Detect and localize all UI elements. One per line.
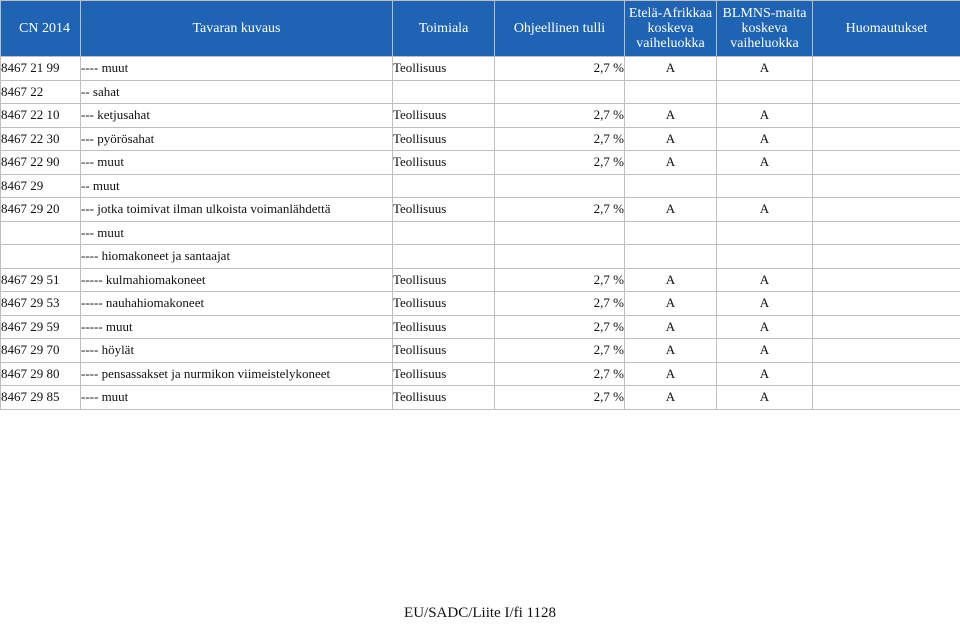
table-row — [1, 198, 960, 222]
cell-za: A — [625, 315, 717, 339]
cell-za: A — [625, 292, 717, 316]
cell-cn — [1, 245, 81, 269]
header-base-rate: Ohjeellinen tulli — [495, 1, 625, 57]
cell-sector: Teollisuus — [393, 268, 495, 292]
header-south-africa-category — [625, 1, 717, 57]
cell-desc: ----- muut — [81, 315, 393, 339]
cell-notes — [813, 57, 960, 81]
cell-blmns — [717, 245, 813, 269]
cell-rate — [495, 174, 625, 198]
cell-sector: Teollisuus — [393, 104, 495, 128]
cell-cn: 8467 22 90 — [1, 151, 81, 175]
cell-rate: 2,7 % — [495, 292, 625, 316]
cell-sector: Teollisuus — [393, 315, 495, 339]
cell-rate: 2,7 % — [495, 386, 625, 410]
cell-cn: 8467 29 70 — [1, 339, 81, 363]
cell-rate: 2,7 % — [495, 151, 625, 175]
cell-rate — [495, 245, 625, 269]
cell-rate: 2,7 % — [495, 339, 625, 363]
cell-cn: 8467 29 59 — [1, 315, 81, 339]
header-blmns-line-3: vaiheluokka — [730, 36, 799, 51]
cell-notes — [813, 198, 960, 222]
header-cn: CN 2014 — [1, 1, 81, 57]
cell-sector: Teollisuus — [393, 362, 495, 386]
page-footer: EU/SADC/Liite I/fi 1128 — [404, 605, 556, 621]
cell-cn: 8467 21 99 — [1, 57, 81, 81]
cell-desc: ---- pensassakset ja nurmikon viimeistelykoneet — [81, 362, 393, 386]
cell-desc: --- pyörösahat — [81, 127, 393, 151]
cell-sector: Teollisuus — [393, 339, 495, 363]
cell-sector: Teollisuus — [393, 127, 495, 151]
cell-blmns: A — [717, 362, 813, 386]
header-row — [1, 1, 960, 57]
header-notes: Huomautukset — [813, 1, 960, 57]
cell-desc: ----- nauhahiomakoneet — [81, 292, 393, 316]
cell-desc: --- ketjusahat — [81, 104, 393, 128]
header-blmns-category — [717, 1, 813, 57]
cell-notes — [813, 339, 960, 363]
table-row — [1, 245, 960, 269]
cell-rate: 2,7 % — [495, 315, 625, 339]
cell-blmns — [717, 80, 813, 104]
cell-blmns: A — [717, 127, 813, 151]
cell-cn: 8467 29 85 — [1, 386, 81, 410]
cell-za — [625, 245, 717, 269]
cell-za: A — [625, 386, 717, 410]
cell-notes — [813, 151, 960, 175]
cell-desc: -- sahat — [81, 80, 393, 104]
cell-desc: --- muut — [81, 221, 393, 245]
cell-sector — [393, 174, 495, 198]
cell-blmns: A — [717, 268, 813, 292]
table-row — [1, 221, 960, 245]
header-description: Tavaran kuvaus — [81, 1, 393, 57]
header-blmns-line-2: koskeva — [741, 21, 788, 36]
header-south-africa-line-3: vaiheluokka — [636, 36, 705, 51]
cell-cn: 8467 29 — [1, 174, 81, 198]
cell-cn: 8467 22 30 — [1, 127, 81, 151]
cell-rate: 2,7 % — [495, 268, 625, 292]
header-south-africa-line-2: koskeva — [647, 21, 694, 36]
cell-za: A — [625, 151, 717, 175]
cell-notes — [813, 315, 960, 339]
cell-blmns: A — [717, 198, 813, 222]
cell-notes — [813, 386, 960, 410]
table-row — [1, 80, 960, 104]
table-row — [1, 362, 960, 386]
cell-notes — [813, 221, 960, 245]
cell-blmns: A — [717, 315, 813, 339]
table-body — [1, 57, 960, 410]
cell-desc: --- jotka toimivat ilman ulkoista voimanlähdettä — [81, 198, 393, 222]
cell-notes — [813, 292, 960, 316]
header-sector: Toimiala — [393, 1, 495, 57]
cell-sector — [393, 245, 495, 269]
cell-rate — [495, 80, 625, 104]
table-row — [1, 292, 960, 316]
table-row — [1, 315, 960, 339]
cell-cn: 8467 29 20 — [1, 198, 81, 222]
cell-za: A — [625, 362, 717, 386]
cell-blmns: A — [717, 386, 813, 410]
cell-blmns — [717, 174, 813, 198]
cell-za: A — [625, 198, 717, 222]
cell-cn: 8467 29 53 — [1, 292, 81, 316]
cell-notes — [813, 127, 960, 151]
table-row — [1, 104, 960, 128]
cell-cn: 8467 29 80 — [1, 362, 81, 386]
cell-za — [625, 80, 717, 104]
cell-sector: Teollisuus — [393, 386, 495, 410]
table-row — [1, 339, 960, 363]
cell-za: A — [625, 127, 717, 151]
cell-blmns: A — [717, 151, 813, 175]
cell-rate: 2,7 % — [495, 198, 625, 222]
cell-sector — [393, 221, 495, 245]
cell-za: A — [625, 268, 717, 292]
cell-sector — [393, 80, 495, 104]
header-south-africa-line-1: Etelä-Afrikkaa — [628, 6, 713, 21]
cell-notes — [813, 268, 960, 292]
cell-za: A — [625, 57, 717, 81]
cell-desc: ----- kulmahiomakoneet — [81, 268, 393, 292]
table-row — [1, 174, 960, 198]
cell-rate: 2,7 % — [495, 57, 625, 81]
cell-desc: ---- höylät — [81, 339, 393, 363]
table-row — [1, 151, 960, 175]
cell-cn: 8467 22 10 — [1, 104, 81, 128]
cell-sector: Teollisuus — [393, 57, 495, 81]
cell-rate: 2,7 % — [495, 362, 625, 386]
cell-cn — [1, 221, 81, 245]
cell-desc: ---- muut — [81, 57, 393, 81]
cell-desc: --- muut — [81, 151, 393, 175]
table-row — [1, 127, 960, 151]
cell-rate — [495, 221, 625, 245]
cell-blmns: A — [717, 292, 813, 316]
cell-rate: 2,7 % — [495, 127, 625, 151]
cell-notes — [813, 174, 960, 198]
table-row — [1, 268, 960, 292]
cell-sector: Teollisuus — [393, 198, 495, 222]
cell-desc: -- muut — [81, 174, 393, 198]
cell-notes — [813, 245, 960, 269]
cell-za: A — [625, 104, 717, 128]
cell-notes — [813, 80, 960, 104]
header-blmns-line-1: BLMNS-maita — [722, 6, 807, 21]
cell-za: A — [625, 339, 717, 363]
cell-sector: Teollisuus — [393, 151, 495, 175]
cell-za — [625, 174, 717, 198]
cell-cn: 8467 29 51 — [1, 268, 81, 292]
table-row — [1, 386, 960, 410]
cell-sector: Teollisuus — [393, 292, 495, 316]
cell-notes — [813, 104, 960, 128]
table-row — [1, 57, 960, 81]
cell-rate: 2,7 % — [495, 104, 625, 128]
cell-cn: 8467 22 — [1, 80, 81, 104]
cell-notes — [813, 362, 960, 386]
cell-blmns — [717, 221, 813, 245]
cell-blmns: A — [717, 57, 813, 81]
cell-desc: ---- muut — [81, 386, 393, 410]
cell-blmns: A — [717, 339, 813, 363]
cell-desc: ---- hiomakoneet ja santaajat — [81, 245, 393, 269]
cell-blmns: A — [717, 104, 813, 128]
cell-za — [625, 221, 717, 245]
